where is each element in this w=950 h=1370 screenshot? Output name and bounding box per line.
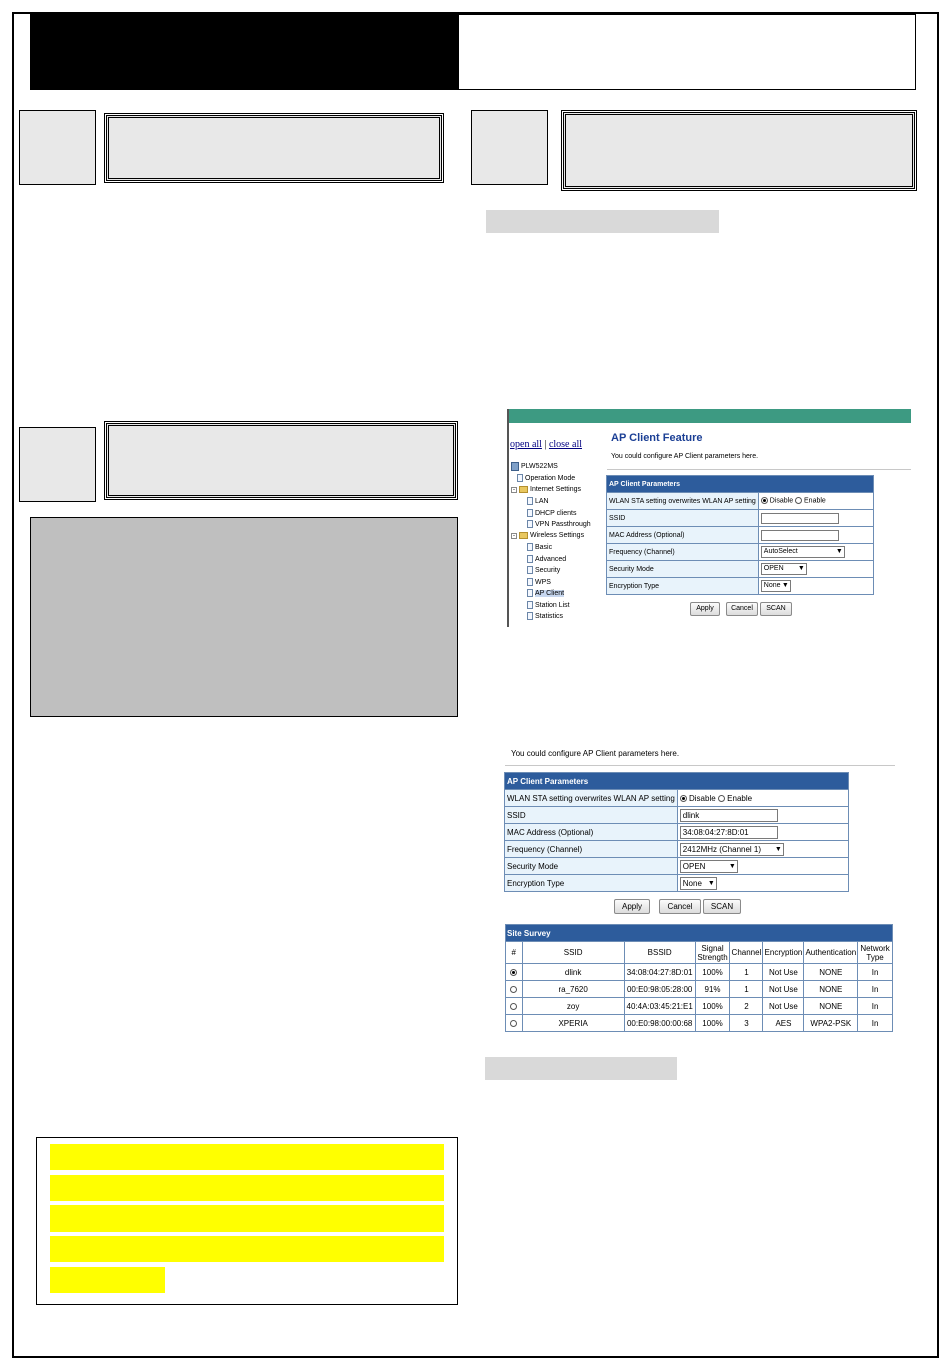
security-mode-label: Security Mode	[607, 561, 759, 578]
table-row[interactable]	[506, 1015, 893, 1032]
col-header-bssid: BSSID	[624, 942, 695, 964]
wlan-sta-label: WLAN STA setting overwrites WLAN AP setting	[607, 493, 759, 510]
chevron-down-icon: ▼	[835, 548, 843, 555]
section-title-box-1	[106, 115, 442, 181]
page-icon	[527, 601, 533, 609]
apply-button[interactable]: Apply	[690, 602, 720, 616]
mac-address-label: MAC Address (Optional)	[607, 527, 759, 544]
close-all-link[interactable]: close all	[548, 439, 582, 450]
page-icon	[527, 509, 533, 517]
mac-address-input[interactable]	[761, 530, 839, 541]
cell-ssid: XPERIA	[522, 1015, 624, 1032]
mac-address-label-2: MAC Address (Optional)	[505, 824, 678, 841]
col-header-ssid: SSID	[522, 942, 624, 964]
disable-radio[interactable]	[761, 497, 768, 504]
chevron-down-icon: ▼	[797, 565, 805, 572]
nav-separator: |	[544, 439, 547, 450]
encryption-type-label-2: Encryption Type	[505, 875, 678, 892]
cell-channel: 3	[730, 1015, 763, 1032]
tree-item-advanced[interactable]: Advanced	[527, 555, 566, 563]
row-select-radio[interactable]	[510, 986, 517, 993]
subheading-bar-1	[486, 210, 719, 233]
cell-signal: 91%	[695, 981, 730, 998]
col-header-channel: Channel	[730, 942, 763, 964]
tree-item-station-list[interactable]: Station List	[527, 601, 570, 609]
page-subtitle-2: You could configure AP Client parameters here.	[511, 749, 680, 758]
params-table-header: AP Client Parameters	[607, 476, 874, 493]
tree-nav-links	[510, 439, 582, 450]
ap-client-params-table-2	[504, 772, 849, 892]
chevron-down-icon: ▼	[707, 879, 715, 887]
cell-ssid: zoy	[522, 998, 624, 1015]
subheading-bar-2	[485, 1057, 677, 1080]
cell-ssid: dlink	[522, 964, 624, 981]
col-header-encryption: Encryption	[763, 942, 804, 964]
cell-authentication: NONE	[804, 998, 858, 1015]
params-table-header-2: AP Client Parameters	[505, 773, 849, 790]
highlight-line-5	[50, 1267, 165, 1293]
page-icon	[517, 474, 523, 482]
cell-network-type: In	[858, 998, 893, 1015]
cell-authentication: NONE	[804, 964, 858, 981]
title-divider	[607, 469, 911, 470]
cell-authentication: NONE	[804, 981, 858, 998]
page-icon	[527, 612, 533, 620]
table-row[interactable]	[506, 964, 893, 981]
encryption-type-select[interactable]: None ▼	[761, 580, 791, 592]
router-top-bar	[509, 409, 911, 423]
highlight-line-3	[50, 1205, 444, 1232]
wlan-sta-radios: Disable Enable	[758, 493, 873, 510]
ssid-input[interactable]	[761, 513, 839, 524]
tree-item-ap-client[interactable]: AP Client	[527, 589, 564, 597]
frequency-select-2[interactable]: 2412MHz (Channel 1) ▼	[680, 843, 784, 856]
tree-item-lan[interactable]: LAN	[527, 497, 549, 505]
tree-item-operation-mode[interactable]: Operation Mode	[517, 474, 575, 482]
table-row[interactable]	[506, 981, 893, 998]
cell-encryption: Not Use	[763, 981, 804, 998]
col-header-signal: Signal Strength	[695, 942, 730, 964]
cell-channel: 1	[730, 981, 763, 998]
router-screenshot-1	[507, 409, 911, 627]
page-icon	[527, 543, 533, 551]
table-row[interactable]	[506, 998, 893, 1015]
row-select-radio[interactable]	[510, 1020, 517, 1027]
page-icon	[527, 555, 533, 563]
cell-ssid: ra_7620	[522, 981, 624, 998]
step-number-box-2	[471, 110, 548, 185]
collapse-icon[interactable]: -	[513, 486, 515, 493]
tree-item-basic[interactable]: Basic	[527, 543, 552, 551]
page-icon	[527, 578, 533, 586]
frequency-label: Frequency (Channel)	[607, 544, 759, 561]
cell-bssid: 00:E0:98:05:28:00	[624, 981, 695, 998]
cell-network-type: In	[858, 964, 893, 981]
cell-encryption: Not Use	[763, 964, 804, 981]
tree-item-wireless-settings[interactable]: - Wireless Settings	[513, 532, 585, 539]
apply-button-2[interactable]: Apply	[614, 899, 650, 914]
col-header-index: #	[506, 942, 523, 964]
site-survey-table	[505, 924, 893, 1032]
scan-button-2[interactable]: SCAN	[703, 899, 741, 914]
page-icon	[527, 589, 533, 597]
chevron-down-icon: ▼	[728, 862, 736, 870]
router-left-edge	[507, 409, 509, 627]
cell-bssid: 00:E0:98:00:00:68	[624, 1015, 695, 1032]
page-icon	[527, 497, 533, 505]
tree-item-internet-settings[interactable]: - Internet Settings	[513, 486, 581, 493]
page-title: AP Client Feature	[611, 432, 703, 444]
security-mode-label-2: Security Mode	[505, 858, 678, 875]
header-title-box	[458, 14, 916, 90]
tree-item-vpn-passthrough[interactable]: VPN Passthrough	[527, 520, 591, 528]
tree-item-dhcp-clients[interactable]: DHCP clients	[527, 509, 577, 517]
folder-icon	[519, 486, 528, 493]
page-subtitle: You could configure AP Client parameters here.	[611, 453, 759, 460]
open-all-link[interactable]: open all	[510, 439, 542, 450]
col-header-network-type: Network Type	[858, 942, 893, 964]
ssid-label: SSID	[607, 510, 759, 527]
row-select-radio[interactable]	[510, 1003, 517, 1010]
frequency-select[interactable]: AutoSelect ▼	[761, 546, 845, 558]
tree-item-statistics[interactable]: Statistics	[527, 612, 563, 620]
cell-signal: 100%	[695, 998, 730, 1015]
cell-signal: 100%	[695, 1015, 730, 1032]
highlight-line-2	[50, 1175, 444, 1201]
cell-encryption: AES	[763, 1015, 804, 1032]
encryption-type-label: Encryption Type	[607, 578, 759, 595]
cell-channel: 2	[730, 998, 763, 1015]
wlan-sta-label-2: WLAN STA setting overwrites WLAN AP setting	[505, 790, 678, 807]
frequency-label-2: Frequency (Channel)	[505, 841, 678, 858]
ssid-input-2[interactable]: dlink	[680, 809, 778, 822]
computer-icon	[511, 462, 519, 471]
page-icon	[527, 566, 533, 574]
collapse-icon[interactable]: -	[513, 532, 515, 539]
tree-item-plw522ms[interactable]: PLW522MS	[511, 462, 558, 471]
cell-network-type: In	[858, 981, 893, 998]
cell-channel: 1	[730, 964, 763, 981]
wlan-sta-radios-2: Disable Enable	[677, 790, 848, 807]
router-screenshot-2	[503, 745, 895, 1028]
security-mode-select[interactable]: OPEN ▼	[761, 563, 807, 575]
tree-item-wps[interactable]: WPS	[527, 578, 551, 586]
cancel-button[interactable]: Cancel	[726, 602, 758, 616]
section-title-box-3	[106, 423, 456, 498]
chevron-down-icon: ▼	[774, 845, 782, 853]
page-icon	[527, 520, 533, 528]
section-title-box-2	[563, 112, 915, 189]
highlight-line-4	[50, 1236, 444, 1262]
row-select-radio[interactable]	[510, 969, 517, 976]
ap-client-params-table	[606, 475, 874, 595]
step-number-box-3	[19, 427, 96, 502]
enable-radio-2[interactable]	[718, 795, 725, 802]
cancel-button-2[interactable]: Cancel	[659, 899, 701, 914]
disable-radio-2[interactable]	[680, 795, 687, 802]
scan-button[interactable]: SCAN	[760, 602, 792, 616]
cell-signal: 100%	[695, 964, 730, 981]
encryption-type-select-2[interactable]: None ▼	[680, 877, 717, 890]
note-box-grey	[30, 517, 458, 717]
tree-item-security[interactable]: Security	[527, 566, 560, 574]
title-divider-2	[505, 765, 895, 766]
cell-bssid: 34:08:04:27:8D:01	[624, 964, 695, 981]
cell-encryption: Not Use	[763, 998, 804, 1015]
cell-bssid: 40:4A:03:45:21:E1	[624, 998, 695, 1015]
header-black-banner	[30, 14, 458, 90]
ssid-label-2: SSID	[505, 807, 678, 824]
folder-icon	[519, 532, 528, 539]
mac-address-input-2[interactable]: 34:08:04:27:8D:01	[680, 826, 778, 839]
enable-radio[interactable]	[795, 497, 802, 504]
chevron-down-icon: ▼	[781, 582, 789, 589]
highlight-line-1	[50, 1144, 444, 1170]
site-survey-header: Site Survey	[506, 925, 893, 942]
col-header-authentication: Authentication	[804, 942, 858, 964]
cell-authentication: WPA2-PSK	[804, 1015, 858, 1032]
security-mode-select-2[interactable]: OPEN ▼	[680, 860, 738, 873]
cell-network-type: In	[858, 1015, 893, 1032]
step-number-box-1	[19, 110, 96, 185]
